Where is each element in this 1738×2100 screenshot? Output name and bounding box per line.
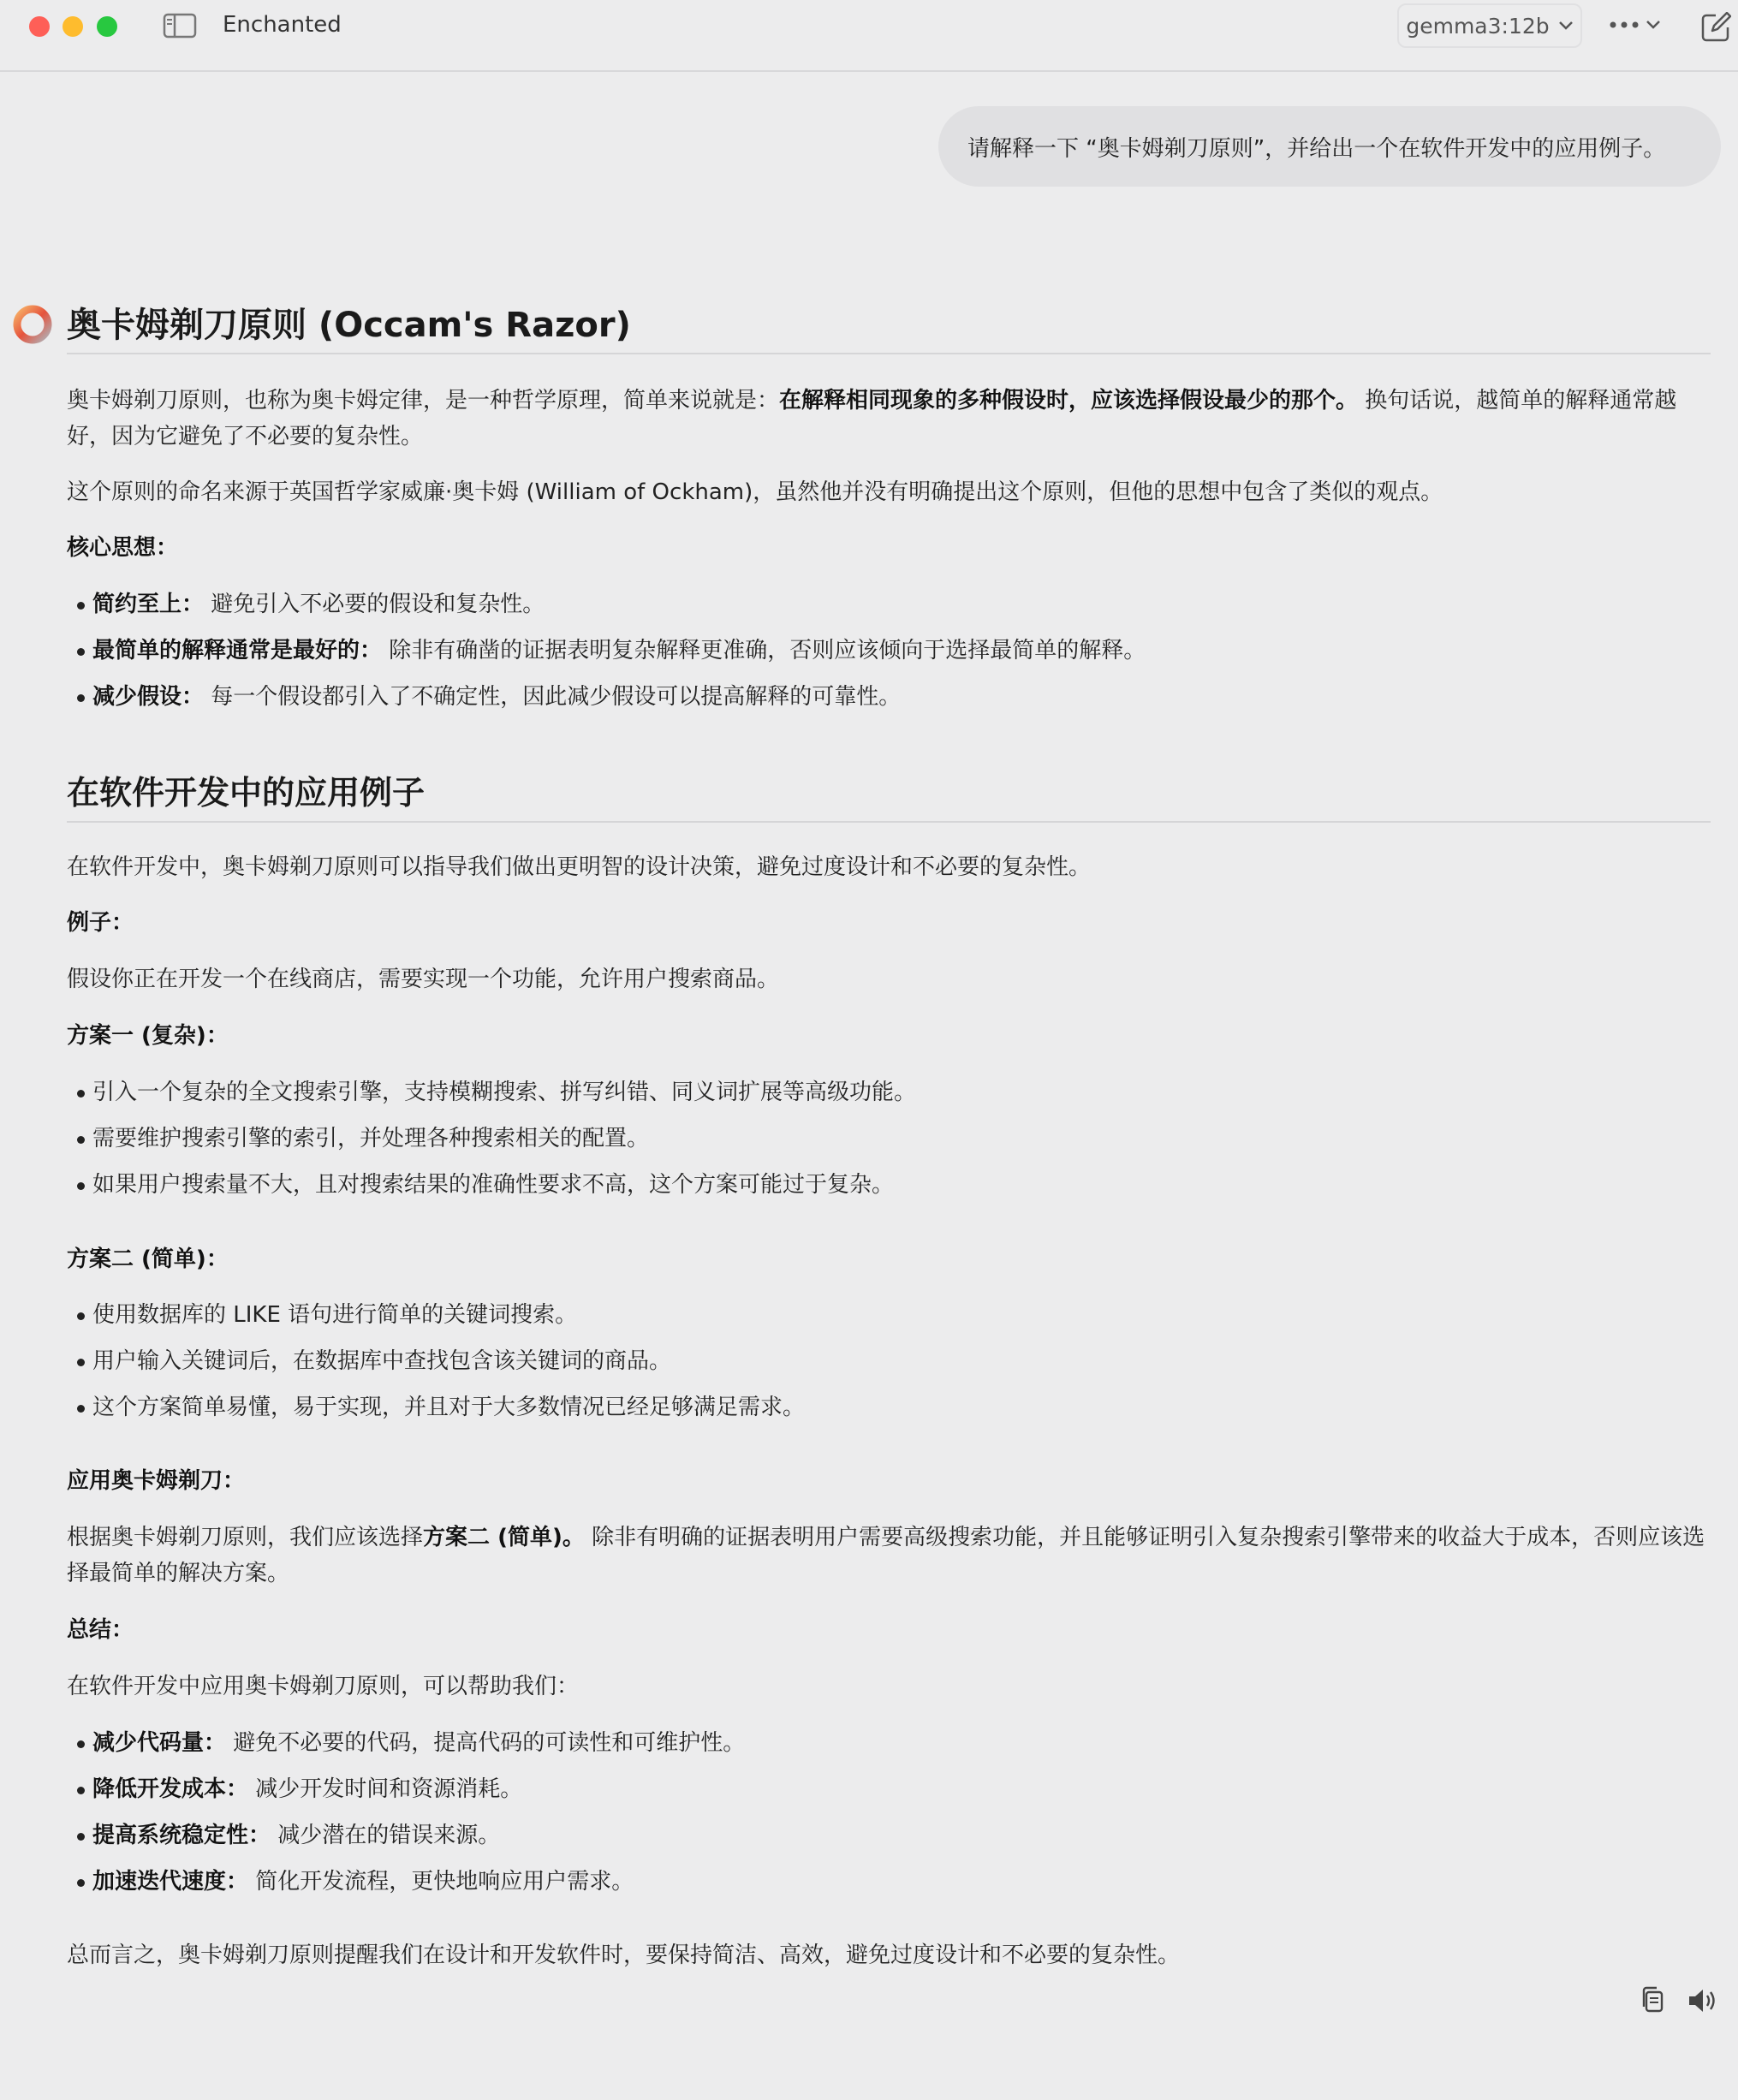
list-item: 使用数据库的 LIKE 语句进行简单的关键词搜索。	[92, 1297, 577, 1333]
new-chat-button[interactable]	[1700, 12, 1731, 43]
user-message-bubble	[938, 106, 1721, 187]
copy-icon	[1639, 1984, 1666, 2015]
example-heading: 例子：	[67, 910, 134, 936]
summary-intro: 在软件开发中应用奥卡姆剃刀原则，可以帮助我们：	[67, 1674, 580, 1699]
apply-heading: 应用奥卡姆剃刀：	[67, 1468, 246, 1494]
apply-paragraph	[67, 1520, 1711, 1591]
intro-text-a: 奥卡姆剃刀原则，也称为奥卡姆定律，是一种哲学原理，简单来说就是：	[67, 388, 780, 413]
list-item: 提高系统稳定性： 减少潜在的错误来源。	[92, 1817, 500, 1853]
minimize-window-button[interactable]	[62, 16, 83, 37]
model-selector[interactable]	[1397, 3, 1582, 48]
apply-text-bold: 方案二 (简单)。	[423, 1525, 585, 1550]
model-name: gemma3:12b	[1406, 13, 1550, 39]
list-item: 如果用户搜索量不大，且对搜索结果的准确性要求不高，这个方案可能过于复杂。	[92, 1167, 894, 1203]
list-item: 降低开发成本： 减少开发时间和资源消耗。	[92, 1771, 522, 1807]
ellipsis-icon	[1610, 21, 1640, 29]
list-item: 用户输入关键词后，在数据库中查找包含该关键词的商品。	[92, 1343, 671, 1379]
list-item: 减少假设： 每一个假设都引入了不确定性，因此减少假设可以提高解释的可靠性。	[92, 679, 901, 715]
compose-icon	[1700, 12, 1731, 43]
plan2-heading: 方案二 (简单)：	[67, 1246, 229, 1272]
section2-intro: 在软件开发中，奥卡姆剃刀原则可以指导我们做出更明智的设计决策，避免过度设计和不必要的复杂性。	[67, 854, 1092, 880]
example-text: 假设你正在开发一个在线商店，需要实现一个功能，允许用户搜索商品。	[67, 967, 780, 992]
list-item: 加速迭代速度： 简化开发流程，更快地响应用户需求。	[92, 1864, 634, 1900]
intro-text-b: 换句话说，越简单的解释通常越好，因为它避免了不必要的复杂性。	[67, 388, 1677, 449]
zoom-window-button[interactable]	[97, 16, 117, 37]
intro-text-bold: 在解释相同现象的多种假设时，应该选择假设最少的那个。	[779, 388, 1359, 413]
plan1-heading: 方案一 (复杂)：	[67, 1023, 229, 1049]
list-item: 引入一个复杂的全文搜索引擎，支持模糊搜索、拼写纠错、同义词扩展等高级功能。	[92, 1074, 916, 1110]
sidebar-toggle-button[interactable]	[163, 12, 197, 39]
intro-paragraph-2: 这个原则的命名来源于英国哲学家威廉·奥卡姆 (William of Ockham)，虽然他并没有明确提出这个原则，但他的思想中包含了类似的观点。	[67, 479, 1443, 505]
list-item: 简约至上： 避免引入不必要的假设和复杂性。	[92, 586, 545, 622]
chevron-down-icon	[1558, 21, 1574, 31]
speaker-icon	[1687, 1986, 1717, 2015]
assistant-avatar	[12, 304, 53, 345]
list-item: 最简单的解释通常是最好的： 除非有确凿的证据表明复杂解释更准确，否则应该倾向于选择最简单的解释。	[92, 633, 1146, 669]
intro-paragraph-1	[67, 383, 1711, 455]
list-item: 这个方案简单易懂，易于实现，并且对于大多数情况已经足够满足需求。	[92, 1389, 805, 1425]
list-item: 需要维护搜索引擎的索引，并处理各种搜索相关的配置。	[92, 1121, 649, 1157]
apply-text-b: 除非有明确的证据表明用户需要高级搜索功能，并且能够证明引入复杂搜索引擎带来的收益大于成本，否则应该选择最简单的解决方案。	[67, 1525, 1705, 1586]
copy-button[interactable]	[1639, 1984, 1666, 2015]
core-heading: 核心思想：	[67, 535, 179, 561]
read-aloud-button[interactable]	[1687, 1986, 1717, 2015]
close-window-button[interactable]	[29, 16, 50, 37]
conclusion: 总而言之，奥卡姆剃刀原则提醒我们在设计和开发软件时，要保持简洁、高效，避免过度设计和不必要的复杂性。	[67, 1942, 1181, 1968]
summary-heading: 总结：	[67, 1617, 134, 1643]
more-options-button[interactable]	[1610, 10, 1670, 39]
list-item: 减少代码量： 避免不必要的代码，提高代码的可读性和可维护性。	[92, 1725, 745, 1761]
answer-title: 奥卡姆剃刀原则 (Occam's Razor)	[67, 298, 1711, 354]
app-title: Enchanted	[223, 12, 342, 38]
chevron-down-icon	[1646, 20, 1661, 30]
user-message-text: 请解释一下 “奥卡姆剃刀原则”，并给出一个在软件开发中的应用例子。	[967, 135, 1666, 162]
title-bar	[0, 0, 1738, 72]
apply-text-a: 根据奥卡姆剃刀原则，我们应该选择	[67, 1525, 424, 1550]
section2-title: 在软件开发中的应用例子	[67, 766, 1711, 823]
sidebar-icon	[163, 12, 197, 39]
